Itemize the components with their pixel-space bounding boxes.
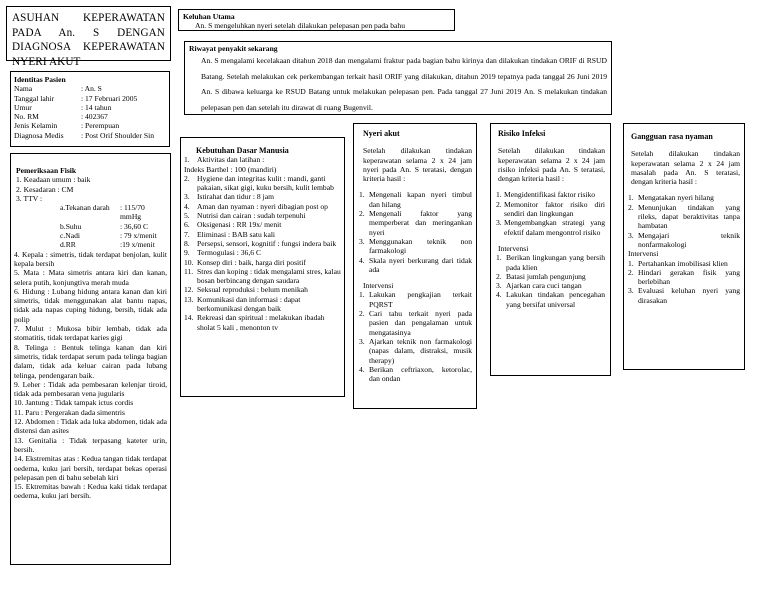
- keluhan-utama-box: [178, 9, 455, 31]
- kebutuhan-item: [184, 248, 341, 257]
- kebutuhan-item-text: Termogulasi : 36,6 C: [197, 248, 262, 258]
- identitas-value: : 17 Februari 2005: [81, 93, 138, 103]
- ttv-row: [60, 240, 167, 249]
- gangguan-intervensi-item-text: Hindari gerakan fisik yang berlebihan: [638, 267, 740, 287]
- gangguan-criteria-item: [628, 193, 740, 202]
- nyeri-criteria-item: [359, 237, 472, 256]
- kebutuhan-item-text: Aktivitas dan latihan :: [197, 155, 265, 165]
- kebutuhan-item-number: 5.: [184, 211, 190, 221]
- kebutuhan-item-number: 3.: [184, 192, 190, 202]
- ttv-row: [60, 222, 167, 231]
- keluhan-utama-heading: Keluhan Utama: [183, 12, 235, 21]
- pemeriksaan-item: 11. Paru : Pergerakan dada simentris: [14, 407, 125, 417]
- kebutuhan-item: [184, 313, 341, 332]
- kebutuhan-item-text: Oksigenasi : RR 19x/ menit: [197, 220, 282, 230]
- risiko-intervensi-item: [496, 253, 605, 272]
- gangguan-rasa-nyaman-box: [623, 123, 745, 370]
- identitas-row: [14, 103, 166, 112]
- nyeri-criteria-item-number: 3.: [359, 236, 365, 246]
- identitas-key: Tanggal lahir: [14, 93, 55, 103]
- risiko-intervensi-item-text: Berikan lingkungan yang bersih pada klien: [506, 253, 605, 272]
- kebutuhan-item-text: Nutrisi dan cairan : sudah terpenuhi: [197, 211, 306, 221]
- nyeri-criteria-item: [359, 190, 472, 209]
- pemeriksaan-item: 7. Mulut : Mukosa bibir lembab, tidak ada stomatitis, tidak terdapat karies gigi: [14, 324, 167, 343]
- kebutuhan-item: [184, 192, 341, 201]
- kebutuhan-item: [184, 220, 341, 229]
- pemeriksaan-rest: [14, 250, 167, 501]
- kebutuhan-item: [184, 230, 341, 239]
- pemeriksaan-item: 10. Jantung : Tidak tampak ictus cordis: [14, 398, 134, 408]
- nyeri-intervensi-item-text: Cari tahu terkait nyeri pada pasien dan pengalaman untuk mengatasinya: [369, 309, 472, 337]
- riwayat-box: [184, 41, 612, 115]
- risiko-criteria-item-number: 2.: [496, 199, 502, 209]
- kebutuhan-item: Indeks Barthel : 100 (mandiri): [184, 164, 277, 174]
- gangguan-intro: Setelah dilakukan tindakan keperawatan selama 2 x 24 jam masalah pada An. S teratasi, dengan kriteria hasil :: [631, 149, 740, 187]
- kebutuhan-item-text: Komunikasi dan informasi : dapat berkomunikasi dengan baik: [197, 294, 301, 314]
- risiko-intervensi-item: [496, 281, 605, 290]
- identitas-heading: Identitas Pasien: [14, 75, 66, 84]
- kebutuhan-item-number: 2.: [184, 173, 190, 183]
- nyeri-intervensi-item-text: Berikan ceftriaxon, ketorolac, dan ondan: [369, 364, 472, 384]
- pemeriksaan-item: 3. TTV :: [16, 193, 43, 203]
- kebutuhan-item-number: 9.: [184, 248, 190, 258]
- risiko-intervensi-item-text: Batasi jumlah pengunjung: [506, 271, 586, 281]
- risiko-intervensi: [496, 253, 605, 309]
- kebutuhan-item: [184, 202, 341, 211]
- nyeri-intervensi-item-number: 1.: [359, 290, 365, 300]
- nyeri-criteria-item-text: Menggunakan teknik non farmakologi: [369, 236, 472, 256]
- document-title: ASUHAN KEPERAWATAN PADA An. S DENGAN DIAGNOSA KEPERAWATAN NYERI AKUT: [12, 12, 165, 68]
- nyeri-intervensi-item: [359, 290, 472, 309]
- identitas-value: : Post Orif Shoulder Sin: [81, 130, 154, 140]
- risiko-intro: Setelah dilakukan tindakan keperawatan selama 2 x 24 jam risiko infeksi pada An. S teratasi, dengan kriteria hasil :: [498, 146, 605, 184]
- identitas-key: Jenis Kelamin: [14, 121, 58, 131]
- kebutuhan-item-text: Aman dan nyaman : nyeri dibagian post op: [197, 201, 328, 211]
- identitas-value: : An. S: [81, 84, 102, 94]
- pemeriksaan-item: 13. Genitalia : Tidak terpasang kateter urin, bersih.: [14, 435, 167, 454]
- nyeri-criteria-item-text: Mengenali kapan nyeri timbul dan hilang: [369, 190, 472, 209]
- pemeriksaan-items: [14, 175, 167, 203]
- gangguan-heading: Gangguan rasa nyaman: [631, 132, 713, 141]
- nyeri-intervensi-item: [359, 365, 472, 384]
- nyeri-heading: Nyeri akut: [363, 129, 400, 138]
- gangguan-criteria-item: [628, 203, 740, 231]
- nyeri-intervensi-item-number: 3.: [359, 336, 365, 346]
- pemeriksaan-item: 4. Kepala : simetris, tidak terdapat benjolan, kulit kepala bersih: [14, 249, 167, 268]
- gangguan-criteria-item-text: Mengajari teknik nonfarmakologi: [638, 230, 740, 249]
- nyeri-criteria-item-text: Skala nyeri berkurang dari tidak ada: [369, 255, 472, 274]
- gangguan-intervensi-item-text: Evaluasi keluhan nyeri yang dirasakan: [638, 286, 740, 305]
- identitas-row: [14, 84, 166, 93]
- gangguan-criteria-item-number: 1.: [628, 193, 634, 203]
- risiko-criteria-item-number: 3.: [496, 218, 502, 228]
- risiko-criteria-item-number: 1.: [496, 190, 502, 200]
- document-title-box: [6, 6, 171, 68]
- nyeri-criteria-item-number: 2.: [359, 209, 365, 219]
- risiko-intervensi-label: Intervensi: [498, 243, 529, 253]
- kebutuhan-item-text: Konsep diri : baik, harga diri positif: [197, 257, 306, 267]
- kebutuhan-item-number: 12.: [184, 285, 194, 295]
- kebutuhan-item-text: Istirahat dan tidur : 8 jam: [197, 192, 274, 202]
- gangguan-intervensi-item: [628, 268, 740, 287]
- risiko-criteria-item-text: Mengembangkan strategi yang efektif dalam mengontrol risiko: [504, 218, 605, 237]
- kebutuhan-item-number: 4.: [184, 201, 190, 211]
- kebutuhan-item: [184, 285, 341, 294]
- nyeri-criteria-item-text: Mengenali faktor yang memperberat dan meringankan nyeri: [369, 209, 472, 237]
- identitas-value: : 14 tahun: [81, 102, 112, 112]
- ttv-key: a.Tekanan darah: [60, 203, 110, 213]
- nyeri-intervensi: [359, 290, 472, 383]
- ttv-list: [14, 203, 167, 249]
- nyeri-criteria-item-number: 1.: [359, 190, 365, 200]
- risiko-intervensi-item-text: Lakukan tindakan pencegahan yang bersifat universal: [506, 290, 605, 309]
- gangguan-criteria: [628, 193, 740, 249]
- risiko-criteria-item: [496, 190, 605, 199]
- nyeri-criteria-item: [359, 256, 472, 275]
- identitas-value: : Perempuan: [81, 121, 120, 131]
- kebutuhan-item-number: 14.: [184, 313, 194, 323]
- pemeriksaan-heading: Pemeriksaan Fisik: [16, 166, 77, 175]
- nyeri-intervensi-item: [359, 309, 472, 337]
- risiko-intervensi-item: [496, 272, 605, 281]
- risiko-intervensi-item-number: 1.: [496, 253, 502, 263]
- kebutuhan-item: [184, 258, 341, 267]
- gangguan-criteria-item: [628, 231, 740, 250]
- pemeriksaan-item: 5. Mata : Mata simetris antara kiri dan kanan, selera putih, konjungtiva merah muda: [14, 268, 167, 287]
- identitas-key: No. RM: [14, 112, 39, 122]
- identitas-value: : 402367: [81, 112, 108, 122]
- pemeriksaan-fisik-box: [10, 153, 171, 565]
- ttv-value: : 115/70 mmHg: [120, 203, 145, 222]
- kebutuhan-item: [184, 295, 341, 314]
- riwayat-text: An. S mengalami kecelakaan ditahun 2018 dan mengalami fraktur pada bagian bahu kirinya dan dilakukan tindakan ORIF di RSUD Batang. Setelah melakukan cek perkembangan terkait hasil ORIF yang dilakukan, ditahun 2019 tepatnya pada tanggal 26 Juni 2019 An. S dibawa keluarga ke RSUD Batang untuk melakukan pelepasan pen. Pada tanggal 27 Juni 2019 An. S melakukan tindakan pelepasan pen dan setelah itu dirawat di ruang Bugenvil.: [201, 56, 607, 112]
- kebutuhan-item-text: Rekreasi dan spiritual : melakukan ibadah sholat 5 kali , menonton tv: [197, 313, 325, 332]
- identitas-row: [14, 121, 166, 130]
- kebutuhan-item-text: Eliminasi : BAB satu kali: [197, 229, 276, 239]
- gangguan-intervensi-label: Intervensi: [628, 249, 659, 259]
- kebutuhan-item-number: 7.: [184, 229, 190, 239]
- gangguan-criteria-item-text: Menunjukan tindakan yang rileks, dapat beraktivitas tanpa hambatan: [638, 202, 740, 231]
- pemeriksaan-item: 9. Leher : Tidak ada pembesaran kelenjar tiroid, tidak ada pembesaran vena jugularis: [14, 379, 167, 399]
- gangguan-intervensi: [628, 259, 740, 305]
- kebutuhan-item-number: 8.: [184, 238, 190, 248]
- kebutuhan-item: [184, 211, 341, 220]
- pemeriksaan-item: 12. Abdomen : Tidak ada luka abdomen, tidak ada distensi dan asites: [14, 417, 167, 436]
- gangguan-intervensi-item: [628, 259, 740, 268]
- identitas-key: Nama: [14, 84, 33, 94]
- gangguan-intervensi-item-number: 1.: [628, 258, 634, 268]
- ttv-key: c.Nadi: [60, 231, 81, 241]
- kebutuhan-item-number: 11.: [184, 266, 194, 276]
- kebutuhan-item-number: 13.: [184, 294, 194, 304]
- risiko-criteria-item: [496, 218, 605, 237]
- gangguan-intervensi-item-text: Pertahankan imobilisasi klien: [638, 258, 728, 268]
- identitas-row: [14, 94, 166, 103]
- risiko-intervensi-item: [496, 290, 605, 309]
- risiko-heading: Risiko Infeksi: [498, 129, 546, 138]
- risiko-criteria-item: [496, 200, 605, 219]
- risiko-infeksi-box: [490, 123, 611, 376]
- nyeri-akut-box: [353, 123, 477, 409]
- kebutuhan-item: [184, 155, 341, 164]
- nyeri-intervensi-item-text: Ajarkan teknik non farmakologi (napas dalam, distraksi, musik therapy): [369, 336, 472, 365]
- kebutuhan-items: [184, 155, 341, 332]
- risiko-intervensi-item-number: 2.: [496, 271, 502, 281]
- riwayat-heading: Riwayat penyakit sekarang: [189, 44, 278, 53]
- ttv-value: :19 x/menit: [120, 240, 155, 250]
- nyeri-intervensi-item-number: 2.: [359, 309, 365, 319]
- risiko-intervensi-item-number: 3.: [496, 281, 502, 291]
- nyeri-criteria-item-number: 4.: [359, 255, 365, 265]
- kebutuhan-item-number: 10.: [184, 257, 194, 267]
- kebutuhan-item-text: Persepsi, sensori, kognitif : fungsi indera baik: [197, 238, 337, 248]
- gangguan-criteria-item-number: 3.: [628, 230, 634, 240]
- risiko-criteria-item-text: Mengidentifikasi faktor risiko: [504, 190, 596, 200]
- risiko-criteria-item-text: Memonitor faktor risiko diri sendiri dan lingkungan: [504, 199, 605, 219]
- ttv-value: : 36,60 C: [120, 221, 149, 231]
- identitas-row: [14, 112, 166, 121]
- kebutuhan-item: [184, 174, 341, 193]
- ttv-value: : 79 x/menit: [120, 231, 157, 241]
- pemeriksaan-item: 8. Telinga : Bentuk telinga kanan dan kiri simetris, tidak terdapat serum pada telinga bagian dalam, tidak ada keluar cairan pada lubang telinga, pendengaran baik.: [14, 342, 167, 380]
- identitas-key: Umur: [14, 102, 32, 112]
- gangguan-intervensi-item: [628, 286, 740, 305]
- kebutuhan-heading: Kebutuhan Dasar Manusia: [196, 146, 289, 155]
- kebutuhan-item-number: 6.: [184, 220, 190, 230]
- ttv-key: d.RR: [60, 240, 76, 250]
- risiko-intervensi-item-text: Ajarkan cara cuci tangan: [506, 281, 582, 291]
- kebutuhan-item-text: Seksual reproduksi : belum menikah: [197, 285, 308, 295]
- pemeriksaan-item: 14. Ekstremitas atas : Kedua tangan tidak terdapat oedema, kuku jari bersih, terdapat bekas operasi pelepasan pen di bahu sebelah kiri: [14, 454, 167, 482]
- kebutuhan-item-text: Stres dan koping : tidak mengalami stres, kalau bosan berbincang dengan saudara: [197, 266, 341, 286]
- ttv-row: [60, 203, 167, 222]
- pemeriksaan-item: 6. Hidung : Lubang hidung antara kanan dan kiri simetris, tidak menggunakan alat bantu napas, tidak ada napas cuping hidung, bersih, tidak ada polip: [14, 286, 167, 324]
- nyeri-intervensi-item-text: Lakukan pengkajian terkait PQRST: [369, 290, 472, 309]
- nyeri-intervensi-label: Intervensi: [363, 281, 394, 291]
- ttv-key: b.Suhu: [60, 221, 82, 231]
- kebutuhan-item: [184, 267, 341, 286]
- pemeriksaan-item: 1. Keadaan umum : baik: [16, 175, 91, 185]
- gangguan-intervensi-item-number: 2.: [628, 267, 634, 277]
- kebutuhan-item: [184, 239, 341, 248]
- gangguan-criteria-item-number: 2.: [628, 202, 634, 212]
- nyeri-criteria: [359, 190, 472, 274]
- pemeriksaan-item: 2. Kesadaran : CM: [16, 184, 74, 194]
- nyeri-intervensi-item-number: 4.: [359, 364, 365, 374]
- gangguan-intervensi-item-number: 3.: [628, 286, 634, 296]
- risiko-intervensi-item-number: 4.: [496, 290, 502, 300]
- pemeriksaan-item: 15. Ektremitas bawah : Kedua kaki tidak terdapat oedema, kuku jari bersih.: [14, 482, 167, 501]
- risiko-criteria: [496, 190, 605, 236]
- nyeri-criteria-item: [359, 209, 472, 237]
- gangguan-criteria-item-text: Mengatakan nyeri hilang: [638, 193, 714, 203]
- nyeri-intro: Setelah dilakukan tindakan keperawatan selama 2 x 24 jam nyeri pada An. S teratasi, dengan kriteria hasil :: [363, 146, 472, 184]
- nyeri-intervensi-item: [359, 337, 472, 365]
- identitas-key: Diagnosa Medis: [14, 130, 64, 140]
- kebutuhan-item-text: Hygiene dan integritas kulit : mandi, ganti pakaian, sikat gigi, kuku bersih, kulit lembab: [197, 173, 334, 193]
- keluhan-utama-text: An. S mengeluhkan nyeri setelah dilakukan pelepasan pen pada bahu: [195, 21, 406, 31]
- identitas-pasien-box: [10, 71, 170, 147]
- ttv-row: [60, 231, 167, 240]
- identitas-row: [14, 131, 166, 140]
- kebutuhan-item-number: 1.: [184, 155, 190, 165]
- kebutuhan-dasar-box: [180, 137, 345, 397]
- identitas-rows: [14, 84, 166, 140]
